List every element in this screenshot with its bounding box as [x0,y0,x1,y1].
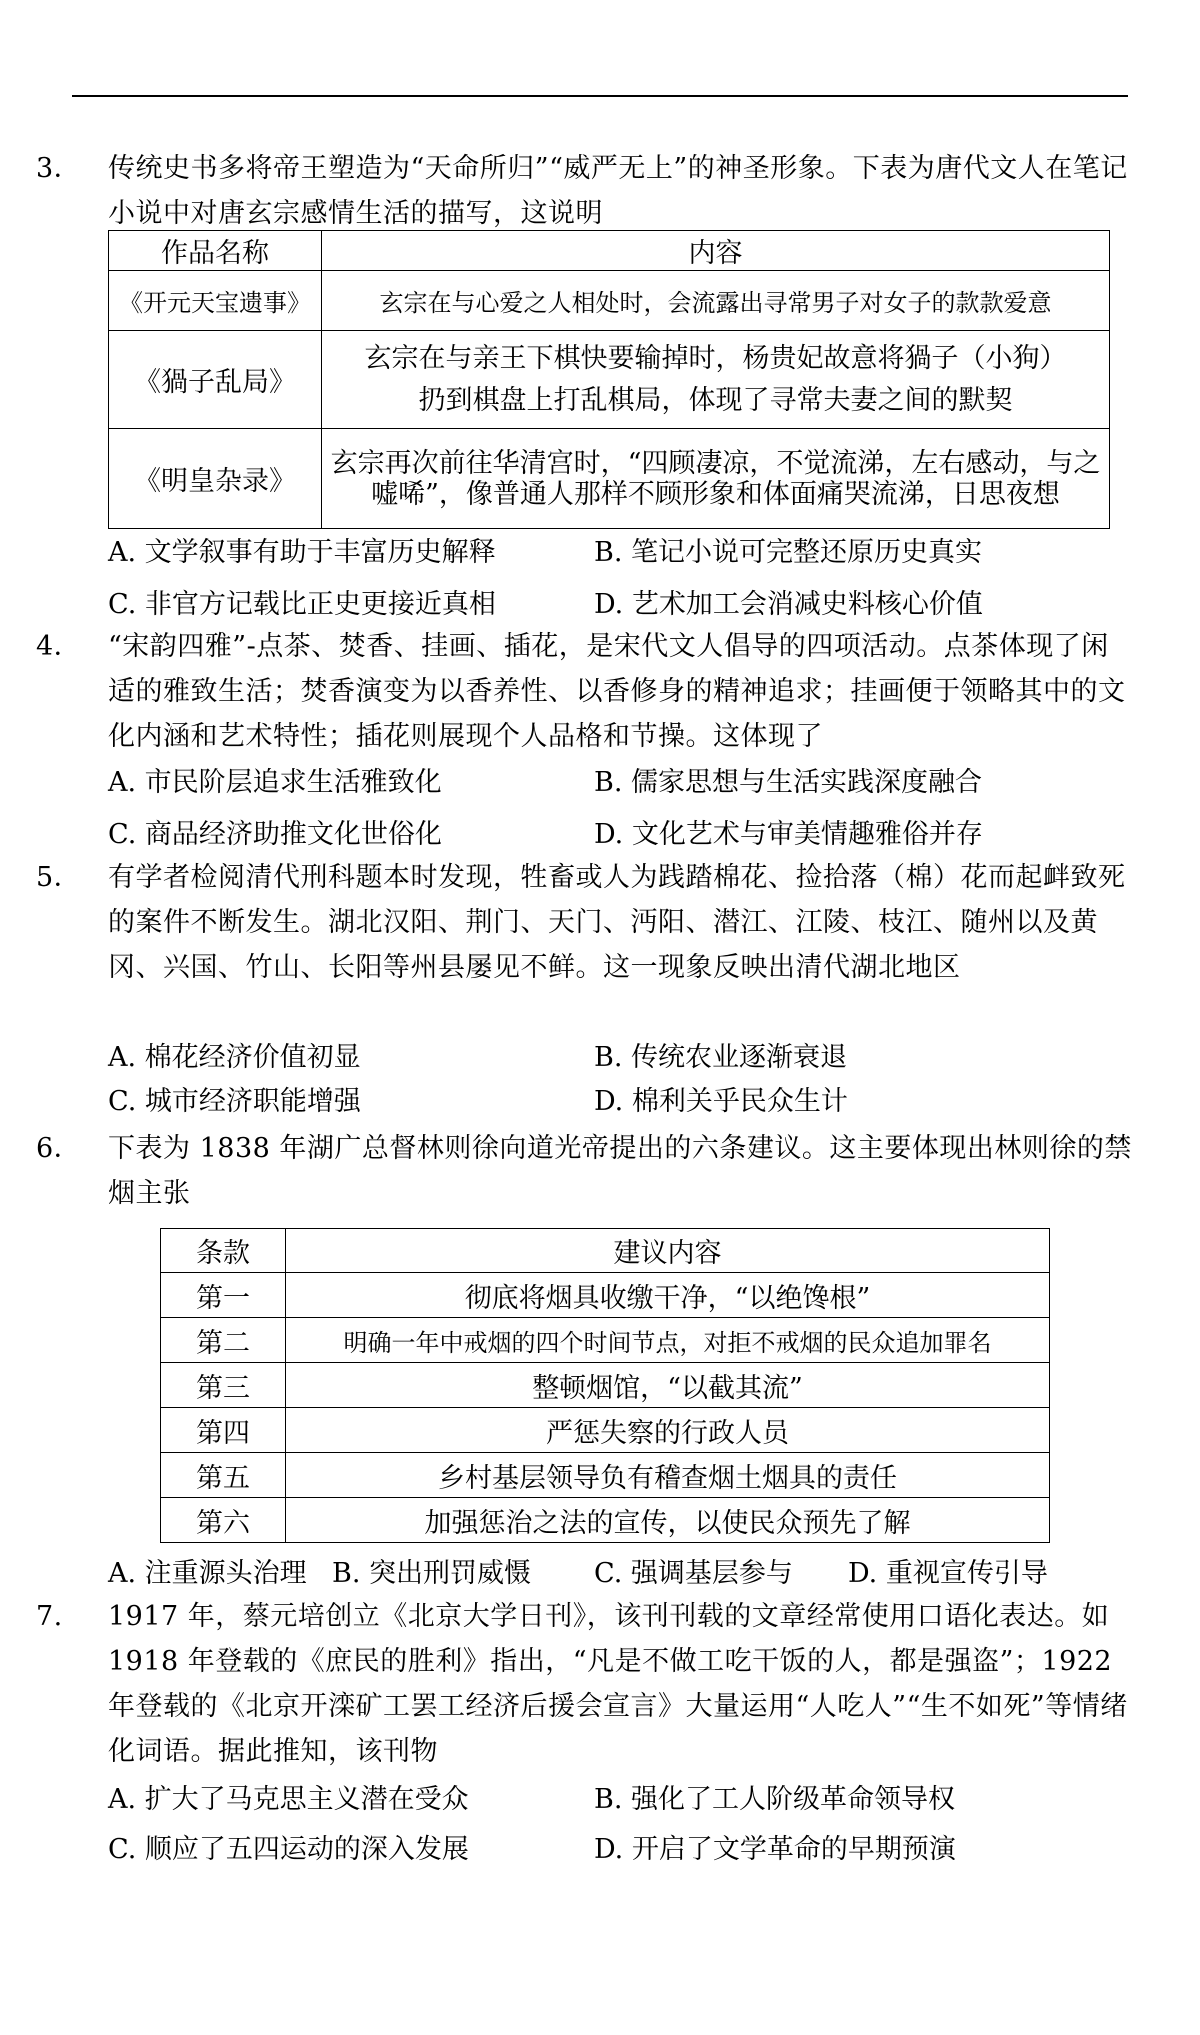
table-cell: 第五 [161,1453,286,1498]
table-cell: 《猧子乱局》 [109,331,322,429]
table-header: 建议内容 [286,1229,1050,1273]
question-5-stem: 5． 有学者检阅清代刑科题本时发现，牲畜或人为践踏棉花、捡拾落（棉）花而起衅致死的案件不断发生。湖北汉阳、荆门、天门、沔阳、潜江、江陵、枝江、随州以及黄冈、兴国、竹山、长阳等州县屡见不鲜。这一现象反映出清代湖北地区 [36,862,1126,983]
header-rule [72,95,1128,97]
table-cell: 第三 [161,1363,286,1408]
option-b[interactable]: B. 笔记小说可完整还原历史真实 [594,537,983,568]
table-cell: 玄宗在与亲王下棋快要输掉时，杨贵妃故意将猧子（小狗）扔到棋盘上打乱棋局，体现了寻常夫妻之间的默契 [322,331,1110,429]
option-a[interactable]: A. 棉花经济价值初显 [108,1042,361,1073]
table-cell: 严惩失察的行政人员 [286,1408,1050,1453]
table-cell: 玄宗在与心爱之人相处时，会流露出寻常男子对女子的款款爱意 [322,271,1110,331]
table-cell: 明确一年中戒烟的四个时间节点，对拒不戒烟的民众追加罪名 [286,1318,1050,1363]
question-6-table [160,1228,1050,1543]
option-c[interactable]: C. 顺应了五四运动的深入发展 [108,1834,469,1865]
table-cell: 第四 [161,1408,286,1453]
table-cell: 第二 [161,1318,286,1363]
option-d[interactable]: D. 棉利关乎民众生计 [594,1086,848,1117]
option-c[interactable]: C. 城市经济职能增强 [108,1086,361,1117]
question-4-stem: 4． “宋韵四雅”-点茶、焚香、挂画、插花，是宋代文人倡导的四项活动。点茶体现了闲适的雅致生活；焚香演变为以香养性、以香修身的精神追求；挂画便于领略其中的文化内涵和艺术特性；插花则展现个人品格和节操。这体现了 [36,631,1126,752]
option-b[interactable]: B. 传统农业逐渐衰退 [594,1042,848,1073]
option-d[interactable]: D. 文化艺术与审美情趣雅俗并存 [594,819,983,850]
option-a[interactable]: A. 文学叙事有助于丰富历史解释 [108,537,496,568]
question-7-stem: 7. 1917 年，蔡元培创立《北京大学日刊》，该刊刊载的文章经常使用口语化表达。如 1918 年登载的《庶民的胜利》指出，“凡是不做工吃干饭的人，都是强盗”；1922 年登载的《北京开滦矿工罢工经济后援会宣言》大量运用“人吃人”“生不如死”等情绪化词语。据此推知，该刊物 [36,1601,1128,1767]
question-3-stem: 3． 传统史书多将帝王塑造为“天命所归”“威严无上”的神圣形象。下表为唐代文人在笔记小说中对唐玄宗感情生活的描写，这说明 [36,153,1128,229]
option-c[interactable]: C. 商品经济助推文化世俗化 [108,819,442,850]
table-header: 内容 [322,231,1110,271]
question-3-table [108,230,1110,529]
question-6-stem: 6． 下表为 1838 年湖广总督林则徐向道光帝提出的六条建议。这主要体现出林则徐的禁烟主张 [36,1133,1132,1209]
table-cell: 《明皇杂录》 [109,429,322,529]
table-header: 作品名称 [109,231,322,271]
table-cell: 整顿烟馆，“以截其流” [286,1363,1050,1408]
table-cell: 第一 [161,1273,286,1318]
option-b[interactable]: B. 儒家思想与生活实践深度融合 [594,767,983,798]
table-cell: 第六 [161,1498,286,1543]
table-header: 条款 [161,1229,286,1273]
option-b[interactable]: B. 突出刑罚威慑 [332,1558,532,1589]
table-cell: 《开元天宝遗事》 [109,271,322,331]
option-a[interactable]: A. 市民阶层追求生活雅致化 [108,767,442,798]
option-d[interactable]: D. 开启了文学革命的早期预演 [594,1834,956,1865]
option-a[interactable]: A. 注重源头治理 [108,1558,307,1589]
option-a[interactable]: A. 扩大了马克思主义潜在受众 [108,1784,469,1815]
table-cell: 玄宗再次前往华清宫时，“四顾凄凉，不觉流涕，左右感动，与之嘘唏”，像普通人那样不顾形象和体面痛哭流涕，日思夜想 [322,429,1110,529]
option-d[interactable]: D. 艺术加工会消减史料核心价值 [594,589,983,620]
option-b[interactable]: B. 强化了工人阶级革命领导权 [594,1784,956,1815]
option-c[interactable]: C. 非官方记载比正史更接近真相 [108,589,496,620]
table-cell: 加强惩治之法的宣传，以使民众预先了解 [286,1498,1050,1543]
table-cell: 乡村基层领导负有稽查烟土烟具的责任 [286,1453,1050,1498]
option-c[interactable]: C. 强调基层参与 [594,1558,793,1589]
table-cell: 彻底将烟具收缴干净，“以绝馋根” [286,1273,1050,1318]
option-d[interactable]: D. 重视宣传引导 [848,1558,1048,1589]
